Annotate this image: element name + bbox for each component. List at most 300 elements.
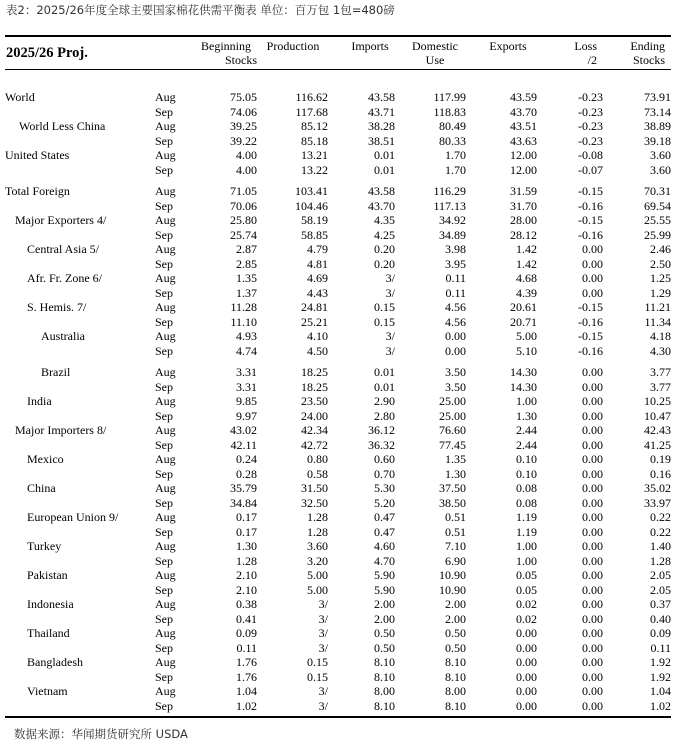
table-row (5, 583, 671, 598)
cell-production: 5.00 (307, 568, 328, 582)
cell-exports: 4.68 (516, 271, 537, 285)
cell-production: 18.25 (301, 379, 328, 394)
row-label: Vietnam (27, 684, 68, 698)
table-row (5, 257, 671, 272)
cell-exports: 28.12 (510, 227, 537, 242)
table-row (5, 554, 671, 569)
row-month: Aug (155, 626, 176, 640)
cell-production: 85.12 (301, 119, 328, 133)
cell-exports: 1.00 (516, 553, 537, 568)
cell-ending-stocks: 1.92 (650, 669, 671, 684)
cell-beginning-stocks: 0.09 (236, 626, 257, 640)
cell-exports: 1.19 (516, 510, 537, 524)
cell-exports: 0.10 (516, 466, 537, 481)
cell-beginning-stocks: 35.79 (230, 481, 257, 495)
table-row (5, 496, 671, 511)
cell-beginning-stocks: 74.06 (230, 104, 257, 119)
cell-production: 103.41 (295, 184, 328, 198)
row-month: Aug (155, 597, 176, 611)
row-label: Turkey (27, 539, 62, 553)
cell-beginning-stocks: 1.28 (236, 553, 257, 568)
cell-imports: 2.90 (374, 394, 395, 408)
cell-exports: 14.30 (510, 379, 537, 394)
cell-beginning-stocks: 4.00 (236, 148, 257, 162)
row-month: Aug (155, 213, 176, 227)
row-month: Aug (155, 184, 176, 198)
row-month: Sep (155, 343, 173, 358)
cell-domestic-use: 4.56 (445, 314, 466, 329)
cell-loss: 0.00 (582, 408, 603, 423)
cell-loss: 0.00 (582, 568, 603, 582)
cell-loss: 0.00 (582, 495, 603, 510)
cell-production: 42.72 (301, 437, 328, 452)
table-row (5, 699, 671, 714)
cell-imports: 0.47 (374, 510, 395, 524)
cell-imports: 0.15 (374, 314, 395, 329)
table-row (5, 597, 671, 612)
cell-beginning-stocks: 39.22 (230, 133, 257, 148)
row-month: Aug (155, 242, 176, 256)
cell-beginning-stocks: 0.17 (236, 524, 257, 539)
cell-beginning-stocks: 3.31 (236, 365, 257, 379)
table-row (5, 300, 671, 315)
cell-loss: 0.00 (582, 669, 603, 684)
cell-exports: 0.10 (516, 452, 537, 466)
cell-beginning-stocks: 39.25 (230, 119, 257, 133)
row-month: Aug (155, 119, 176, 133)
table-row (5, 242, 671, 257)
row-month: Sep (155, 408, 173, 423)
cell-beginning-stocks: 1.30 (236, 539, 257, 553)
cell-exports: 14.30 (510, 365, 537, 379)
cell-ending-stocks: 10.47 (644, 408, 671, 423)
table-row (5, 365, 671, 380)
cell-imports: 8.00 (374, 684, 395, 698)
cell-domestic-use: 10.90 (439, 568, 466, 582)
cell-imports: 0.20 (374, 256, 395, 271)
cell-loss: 0.00 (582, 365, 603, 379)
col-header-imports: Imports (351, 39, 389, 53)
cell-imports: 3/ (385, 329, 395, 343)
row-month: Sep (155, 198, 173, 213)
table-row (5, 539, 671, 554)
row-label: Pakistan (27, 568, 68, 582)
cell-imports: 2.00 (374, 611, 395, 626)
cell-imports: 36.12 (368, 423, 395, 437)
source-note: 数据来源：华闻期货研究所 USDA (14, 727, 188, 741)
cell-beginning-stocks: 2.10 (236, 568, 257, 582)
cell-imports: 0.15 (374, 300, 395, 314)
cell-production: 104.46 (295, 198, 328, 213)
cell-imports: 36.32 (368, 437, 395, 452)
cell-ending-stocks: 73.14 (644, 104, 671, 119)
cell-domestic-use: 0.50 (445, 640, 466, 655)
cell-imports: 0.70 (374, 466, 395, 481)
cell-loss: 0.00 (582, 640, 603, 655)
cell-exports: 1.00 (516, 394, 537, 408)
table-row (5, 670, 671, 685)
cell-domestic-use: 6.90 (445, 553, 466, 568)
table-row (5, 467, 671, 482)
table-header-rule (5, 69, 671, 70)
cell-production: 3/ (318, 597, 328, 611)
cell-imports: 0.50 (374, 626, 395, 640)
row-label (5, 670, 155, 685)
row-label: Central Asia 5/ (27, 242, 99, 256)
row-label: World Less China (19, 119, 106, 133)
table-row (5, 213, 671, 228)
cell-domestic-use: 25.00 (439, 394, 466, 408)
cell-loss: 0.00 (582, 394, 603, 408)
cell-ending-stocks: 1.28 (650, 553, 671, 568)
cell-loss: -0.23 (578, 119, 603, 133)
row-label: Afr. Fr. Zone 6/ (27, 271, 102, 285)
cell-beginning-stocks: 2.85 (236, 256, 257, 271)
cell-exports: 0.08 (516, 495, 537, 510)
cell-exports: 2.44 (516, 423, 537, 437)
cell-domestic-use: 0.00 (445, 343, 466, 358)
table-row (5, 510, 671, 525)
cell-imports: 0.01 (374, 162, 395, 177)
cell-production: 3.20 (307, 553, 328, 568)
cell-ending-stocks: 1.40 (650, 539, 671, 553)
cell-loss: 0.00 (582, 539, 603, 553)
table-caption: 表2：2025/26年度全球主要国家棉花供需平衡表 单位：百万包 1包=480磅 (6, 3, 395, 17)
cell-domestic-use: 116.29 (433, 184, 466, 198)
cell-exports: 12.00 (510, 148, 537, 162)
row-spacer (5, 177, 671, 184)
table-row (5, 315, 671, 330)
cell-beginning-stocks: 4.93 (236, 329, 257, 343)
cell-domestic-use: 0.11 (445, 285, 466, 300)
cell-imports: 38.51 (368, 133, 395, 148)
cell-ending-stocks: 11.34 (644, 314, 671, 329)
row-month: Aug (155, 90, 176, 104)
table-row (5, 271, 671, 286)
cell-beginning-stocks: 3.31 (236, 379, 257, 394)
row-label: China (27, 481, 56, 495)
row-label: European Union 9/ (27, 510, 119, 524)
cell-production: 117.68 (295, 104, 328, 119)
cell-imports: 0.50 (374, 640, 395, 655)
row-month: Sep (155, 104, 173, 119)
cell-loss: -0.08 (578, 148, 603, 162)
cell-beginning-stocks: 1.76 (236, 655, 257, 669)
cell-beginning-stocks: 0.24 (236, 452, 257, 466)
cell-production: 4.10 (307, 329, 328, 343)
cell-imports: 4.35 (374, 213, 395, 227)
row-month: Aug (155, 684, 176, 698)
cell-imports: 0.60 (374, 452, 395, 466)
table-row (5, 329, 671, 344)
cell-imports: 5.20 (374, 495, 395, 510)
table-row (5, 380, 671, 395)
row-month: Aug (155, 510, 176, 524)
cell-imports: 2.00 (374, 597, 395, 611)
cell-production: 32.50 (301, 495, 328, 510)
cell-domestic-use: 10.90 (439, 582, 466, 597)
row-label (5, 228, 155, 243)
cell-domestic-use: 2.00 (445, 611, 466, 626)
table-row (5, 452, 671, 467)
cell-production: 3/ (318, 640, 328, 655)
cell-loss: 0.00 (582, 466, 603, 481)
cell-domestic-use: 1.35 (445, 452, 466, 466)
row-month: Sep (155, 669, 173, 684)
cell-ending-stocks: 0.19 (650, 452, 671, 466)
row-month: Aug (155, 655, 176, 669)
cell-ending-stocks: 69.54 (644, 198, 671, 213)
cell-imports: 4.70 (374, 553, 395, 568)
row-label: Mexico (27, 452, 64, 466)
cell-exports: 0.00 (516, 640, 537, 655)
cell-production: 4.69 (307, 271, 328, 285)
table-row (5, 105, 671, 120)
cell-domestic-use: 34.92 (439, 213, 466, 227)
cell-ending-stocks: 1.04 (650, 684, 671, 698)
row-label (5, 409, 155, 424)
cell-beginning-stocks: 34.84 (230, 495, 257, 510)
cell-ending-stocks: 41.25 (644, 437, 671, 452)
cell-loss: 0.00 (582, 256, 603, 271)
cell-production: 31.50 (301, 481, 328, 495)
row-label: India (27, 394, 52, 408)
table-title: 2025/26 Proj. (6, 45, 88, 61)
cell-loss: 0.00 (582, 481, 603, 495)
row-month: Aug (155, 423, 176, 437)
cell-production: 24.00 (301, 408, 328, 423)
row-month: Aug (155, 365, 176, 379)
cell-production: 42.34 (301, 423, 328, 437)
cell-loss: 0.00 (582, 684, 603, 698)
cell-loss: 0.00 (582, 510, 603, 524)
cell-imports: 3/ (385, 271, 395, 285)
row-label (5, 554, 155, 569)
cell-imports: 38.28 (368, 119, 395, 133)
cell-imports: 0.01 (374, 365, 395, 379)
cell-domestic-use: 3.95 (445, 256, 466, 271)
cell-loss: 0.00 (582, 597, 603, 611)
table-row (5, 134, 671, 149)
cell-beginning-stocks: 0.17 (236, 510, 257, 524)
row-spacer (5, 358, 671, 365)
cell-loss: 0.00 (582, 423, 603, 437)
cell-domestic-use: 8.10 (445, 655, 466, 669)
cell-imports: 43.71 (368, 104, 395, 119)
cell-domestic-use: 3.50 (445, 379, 466, 394)
cell-exports: 31.59 (510, 184, 537, 198)
cell-imports: 0.20 (374, 242, 395, 256)
row-label (5, 699, 155, 714)
cell-loss: 0.00 (582, 611, 603, 626)
row-label (5, 134, 155, 149)
row-month: Sep (155, 285, 173, 300)
row-month: Aug (155, 452, 176, 466)
cell-domestic-use: 34.89 (439, 227, 466, 242)
cell-loss: 0.00 (582, 452, 603, 466)
table-row (5, 481, 671, 496)
cell-production: 0.15 (307, 669, 328, 684)
table-header (5, 37, 671, 69)
cell-exports: 0.00 (516, 698, 537, 713)
row-label (5, 467, 155, 482)
cell-ending-stocks: 35.02 (644, 481, 671, 495)
row-label: Australia (41, 329, 85, 343)
cell-beginning-stocks: 0.28 (236, 466, 257, 481)
cell-domestic-use: 8.10 (445, 669, 466, 684)
cell-loss: 0.00 (582, 524, 603, 539)
cell-loss: -0.07 (578, 162, 603, 177)
table-row (5, 199, 671, 214)
cell-production: 4.79 (307, 242, 328, 256)
table-row (5, 655, 671, 670)
cell-domestic-use: 77.45 (439, 437, 466, 452)
cell-production: 85.18 (301, 133, 328, 148)
cell-loss: -0.23 (578, 90, 603, 104)
row-month: Sep (155, 466, 173, 481)
cell-domestic-use: 0.51 (445, 510, 466, 524)
cell-imports: 4.60 (374, 539, 395, 553)
table-row (5, 119, 671, 134)
cell-loss: 0.00 (582, 437, 603, 452)
cell-production: 58.19 (301, 213, 328, 227)
cell-domestic-use: 0.51 (445, 524, 466, 539)
row-month: Sep (155, 524, 173, 539)
cell-beginning-stocks: 25.74 (230, 227, 257, 242)
row-label: Bangladesh (27, 655, 83, 669)
cell-exports: 20.71 (510, 314, 537, 329)
row-label (5, 344, 155, 359)
cell-exports: 0.08 (516, 481, 537, 495)
cell-production: 13.22 (301, 162, 328, 177)
row-month: Sep (155, 379, 173, 394)
cell-ending-stocks: 25.55 (644, 213, 671, 227)
row-month: Aug (155, 271, 176, 285)
cell-loss: 0.00 (582, 285, 603, 300)
cell-beginning-stocks: 2.10 (236, 582, 257, 597)
cell-domestic-use: 0.00 (445, 329, 466, 343)
cotton-balance-table (5, 35, 671, 713)
cell-exports: 43.51 (510, 119, 537, 133)
table-bottom-rule (5, 716, 671, 718)
cell-loss: -0.15 (578, 329, 603, 343)
col-header-ending-stocks: Ending Stocks (630, 39, 665, 67)
cell-ending-stocks: 1.02 (650, 698, 671, 713)
cell-imports: 43.70 (368, 198, 395, 213)
row-month: Aug (155, 481, 176, 495)
row-label: Brazil (41, 365, 71, 379)
row-label (5, 612, 155, 627)
cell-loss: -0.16 (578, 314, 603, 329)
cell-loss: 0.00 (582, 698, 603, 713)
cell-ending-stocks: 3.77 (650, 379, 671, 394)
cell-imports: 8.10 (374, 698, 395, 713)
cell-imports: 5.90 (374, 568, 395, 582)
cell-domestic-use: 0.11 (445, 271, 466, 285)
cell-loss: 0.00 (582, 553, 603, 568)
col-header-domestic-use: Domestic Use (412, 39, 458, 67)
table-row (5, 525, 671, 540)
cell-ending-stocks: 38.89 (644, 119, 671, 133)
row-month: Aug (155, 300, 176, 314)
col-header-loss: Loss /2 (574, 39, 597, 67)
row-month: Aug (155, 394, 176, 408)
row-month: Sep (155, 314, 173, 329)
cell-imports: 43.58 (368, 184, 395, 198)
cell-ending-stocks: 10.25 (644, 394, 671, 408)
cell-loss: 0.00 (582, 582, 603, 597)
cell-ending-stocks: 0.11 (650, 640, 671, 655)
cell-imports: 8.10 (374, 669, 395, 684)
row-month: Sep (155, 582, 173, 597)
cell-production: 13.21 (301, 148, 328, 162)
cell-production: 1.28 (307, 510, 328, 524)
cell-beginning-stocks: 9.85 (236, 394, 257, 408)
cell-exports: 0.02 (516, 611, 537, 626)
cell-imports: 43.58 (368, 90, 395, 104)
row-month: Sep (155, 698, 173, 713)
cell-domestic-use: 8.00 (445, 684, 466, 698)
row-label: S. Hemis. 7/ (27, 300, 87, 314)
cell-beginning-stocks: 2.87 (236, 242, 257, 256)
cell-exports: 31.70 (510, 198, 537, 213)
cell-domestic-use: 117.99 (433, 90, 466, 104)
cell-production: 25.21 (301, 314, 328, 329)
cell-production: 116.62 (295, 90, 328, 104)
cell-exports: 0.05 (516, 568, 537, 582)
row-label (5, 105, 155, 120)
cell-beginning-stocks: 4.74 (236, 343, 257, 358)
cell-ending-stocks: 33.97 (644, 495, 671, 510)
cell-exports: 1.19 (516, 524, 537, 539)
cell-ending-stocks: 0.22 (650, 524, 671, 539)
cell-exports: 0.00 (516, 684, 537, 698)
table-row (5, 438, 671, 453)
table-row (5, 228, 671, 243)
cell-exports: 28.00 (510, 213, 537, 227)
table-row (5, 568, 671, 583)
cell-beginning-stocks: 11.28 (230, 300, 257, 314)
row-label: Total Foreign (5, 184, 70, 198)
cell-exports: 43.70 (510, 104, 537, 119)
cell-imports: 0.01 (374, 379, 395, 394)
cell-loss: 0.00 (582, 655, 603, 669)
row-month: Sep (155, 227, 173, 242)
cell-imports: 4.25 (374, 227, 395, 242)
row-label (5, 199, 155, 214)
cell-domestic-use: 8.10 (445, 698, 466, 713)
cell-domestic-use: 117.13 (433, 198, 466, 213)
cell-exports: 0.00 (516, 626, 537, 640)
cell-beginning-stocks: 71.05 (230, 184, 257, 198)
cell-production: 1.28 (307, 524, 328, 539)
cell-domestic-use: 37.50 (439, 481, 466, 495)
cell-exports: 1.42 (516, 242, 537, 256)
col-header-production: Production (266, 39, 320, 53)
cell-beginning-stocks: 1.76 (236, 669, 257, 684)
cell-exports: 20.61 (510, 300, 537, 314)
cell-production: 24.81 (301, 300, 328, 314)
cell-domestic-use: 4.56 (445, 300, 466, 314)
cell-production: 3/ (318, 626, 328, 640)
cell-beginning-stocks: 1.02 (236, 698, 257, 713)
row-month: Sep (155, 495, 173, 510)
row-label (5, 257, 155, 272)
row-label (5, 496, 155, 511)
cell-beginning-stocks: 9.97 (236, 408, 257, 423)
cell-ending-stocks: 2.46 (650, 242, 671, 256)
cell-beginning-stocks: 1.35 (236, 271, 257, 285)
